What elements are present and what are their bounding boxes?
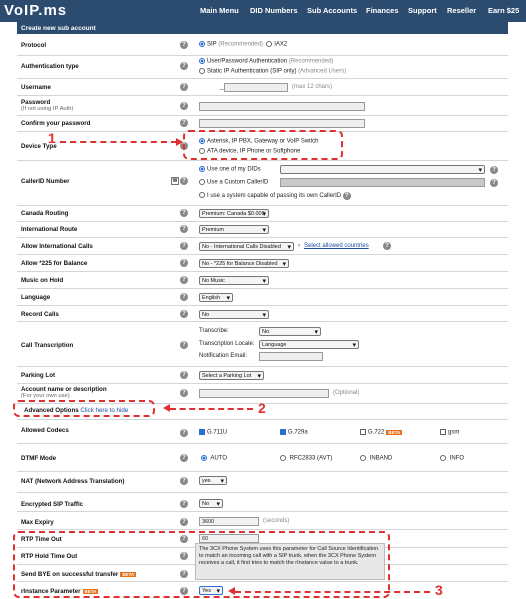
dtmf-label: DTMF Mode [21,455,57,462]
parking-label: Parking Lot [21,372,56,379]
help-icon[interactable]: ? [180,276,188,284]
account-name-input[interactable] [199,389,329,398]
moh-label: Music on Hold [21,277,64,284]
codecs-label: Allowed Codecs [21,427,69,434]
callerid-option-custom[interactable]: Use a Custom CallerID [199,179,268,186]
username-prefix: _ [220,84,224,90]
max-expiry-input[interactable]: 3600 [199,517,259,526]
help-icon[interactable]: ? [180,119,188,127]
callerid-custom-input[interactable] [280,178,485,187]
callerid-did-select[interactable] [280,165,485,174]
dtmf-inband[interactable]: INBAND [360,455,392,462]
dtmf-auto[interactable]: AUTO [201,455,227,462]
rtp-hold-label: RTP Hold Time Out [21,553,78,560]
help-icon[interactable]: ? [180,209,188,217]
rtp-timeout-label: RTP Time Out [21,536,62,543]
annotation-box-rinstance [13,531,390,598]
row-divider [17,78,508,79]
help-icon[interactable]: ? [180,142,188,150]
device-option-pbx[interactable]: Asterisk, IP PBX, Gateway or VoIP Switch [199,138,319,145]
row-divider [17,366,508,367]
nav-sub-accounts[interactable]: Sub Accounts [307,6,358,15]
advanced-options-label: Advanced Options Click here to hide [24,407,129,414]
auth-label: Authentication type [21,63,79,70]
help-icon[interactable]: ? [180,518,188,526]
codec-g722[interactable]: G.722 BETA [360,429,402,436]
form-title: Create new sub account [17,22,508,34]
protocol-label: Protocol [21,42,47,49]
annotation-arrow-2 [170,408,253,410]
device-type-label: Device Type [21,143,57,150]
help-icon[interactable]: ? [180,389,188,397]
language-select[interactable]: English ▾ [199,293,233,302]
help-icon[interactable]: ? [180,83,188,91]
callerid-option-did[interactable]: Use one of my DIDs [199,166,261,173]
help-icon[interactable]: ? [180,500,188,508]
notification-email-input[interactable] [259,352,323,361]
row-divider [17,221,508,222]
rtp-timeout-input[interactable]: 60 [199,534,259,543]
row-divider [17,511,508,512]
row-divider [17,305,508,306]
allow-intl-select[interactable]: No - International Calls Disabled ▾ [199,242,294,251]
nat-label: NAT (Network Address Translation) [21,478,125,485]
username-hint: (max 12 chars) [292,84,333,90]
balance-label: Allow *225 for Balance [21,260,88,267]
canada-routing-label: Canada Routing [21,210,69,217]
annotation-box-device-type [183,130,343,160]
nav-did-numbers[interactable]: DID Numbers [250,6,298,15]
confirm-password-label: Confirm your password [21,120,91,127]
annotation-number-3: 3 [435,582,443,598]
help-icon[interactable]: ? [180,62,188,70]
dtmf-info[interactable]: INFO [440,455,464,462]
nat-select[interactable]: yes ▾ [199,476,227,485]
advanced-hide-link[interactable]: Click here to hide [80,407,129,414]
password-input[interactable] [199,102,365,111]
max-expiry-label: Max Expiry [21,519,54,526]
help-icon[interactable]: ? [180,341,188,349]
row-divider [17,271,508,272]
srtp-label: Encrypted SIP Traffic [21,501,84,508]
help-icon[interactable]: ? [180,429,188,437]
nav-main-menu[interactable]: Main Menu [200,6,239,15]
srtp-select[interactable]: No ▾ [199,499,223,508]
help-icon[interactable]: ? [180,259,188,267]
row-divider [17,383,508,384]
nav-support[interactable]: Support [408,6,437,15]
rinstance-select[interactable]: Yes ▾ [199,586,223,595]
row-divider [17,254,508,255]
send-bye-label: Send BYE on successful transfer BETA [21,571,135,578]
account-name-label: Account name or description (For your own use) [21,386,107,399]
help-icon[interactable]: ? [180,587,188,595]
transcription-label: Call Transcription [21,342,74,349]
annotation-number-2: 2 [258,400,266,416]
nav-finances[interactable]: Finances [366,6,399,15]
row-divider [17,115,508,116]
help-icon[interactable]: ? [180,535,188,543]
help-icon[interactable]: ? [180,477,188,485]
transcription-locale-label: Transcription Locale: [199,341,255,347]
annotation-arrowhead-2 [163,404,170,412]
codec-g729a[interactable]: G.729a [280,429,308,436]
row-divider [17,205,508,206]
help-icon[interactable]: ? [180,310,188,318]
parking-select[interactable]: Select a Parking Lot ▾ [199,371,264,380]
confirm-password-input[interactable] [199,119,365,128]
row-divider [17,492,508,493]
account-name-hint: (Optional) [333,390,360,396]
annotation-arrow-1 [60,141,177,143]
help-icon[interactable]: ? [180,570,188,578]
row-divider [17,419,508,420]
help-icon[interactable]: ? [180,102,188,110]
callerid-option-system[interactable]: I use a system capable of passing its own CallerID ? [199,192,351,200]
record-calls-select[interactable]: No ▾ [199,310,269,319]
protocol-sip-radio[interactable] [199,41,205,47]
row-divider [17,471,508,472]
help-icon[interactable]: ? [180,242,188,250]
annotation-arrowhead-3 [228,587,235,595]
row-divider [17,95,508,96]
balance-select[interactable]: No - *225 for Balance Disabled ▾ [199,259,289,268]
protocol-options: SIP (Recommended) IAX2 [199,41,287,48]
codec-g711u[interactable]: G.711U [199,429,227,436]
notification-email-label: Notification Email: [199,353,248,359]
callerid-label: CallerID Number [21,178,70,185]
auth-option-userpass[interactable]: User/Password Authentication (Recommended) [199,58,333,65]
rinstance-label: rInstance Parameter BETA [21,588,97,595]
nav-reseller[interactable]: Reseller [447,6,477,15]
dtmf-rfc2833[interactable]: RFC2833 (AVT) [280,455,332,462]
annotation-number-1: 1 [48,130,56,146]
help-icon[interactable]: ? [383,242,391,250]
canada-routing-select[interactable]: Premium: Canada $0.009 ▾ [199,209,269,218]
row-divider [17,443,508,444]
help-icon[interactable]: ? [180,371,188,379]
transcription-locale-select[interactable]: Language ▾ [259,340,359,349]
codec-gsm[interactable]: gsm [440,429,459,436]
row-divider [17,321,508,322]
moh-select[interactable]: No Music ▾ [199,276,269,285]
password-label: Password (If not using IP Auth) [21,99,74,112]
language-label: Language [21,294,51,301]
max-expiry-hint: (seconds) [263,518,290,524]
nav-earn[interactable]: Earn $25 [488,6,520,15]
help-icon[interactable]: ? [180,177,188,185]
intl-route-select[interactable]: Premium ▾ [199,225,269,234]
username-label: Username [21,84,51,91]
voipms-logo[interactable]: VoIP.ms [4,2,68,19]
help-icon[interactable]: ? [180,225,188,233]
callerid-w-badge[interactable]: W [172,178,178,184]
row-divider [17,55,508,56]
help-icon[interactable]: ? [180,293,188,301]
allow-intl-label: Allow International Calls [21,243,93,250]
transcribe-label: Transcribe: [199,328,229,334]
row-divider [17,160,508,161]
row-divider [17,288,508,289]
annotation-arrow-3 [235,591,430,593]
help-icon[interactable]: ? [490,166,498,174]
rinstance-tooltip: The 3CX Phone System uses this parameter for Call Source Identification to match an incoming call with a SIP trunk, when the 3CX Phone System receives a call, it first tries to match the rInstance value to a trunk. [195,543,385,580]
transcribe-select[interactable]: No ▾ [259,327,321,336]
help-icon[interactable]: ? [180,41,188,49]
help-icon[interactable]: ? [180,552,188,560]
help-icon[interactable]: ? [490,179,498,187]
row-divider [17,237,508,238]
protocol-iax2-radio[interactable] [266,41,272,47]
select-countries-link[interactable]: Select allowed countries [304,243,369,249]
annotation-box-advanced [13,400,155,417]
row-divider [17,529,508,530]
annotation-arrowhead-1 [176,138,183,146]
intl-route-label: International Route [21,226,78,233]
link-separator: › [298,243,300,249]
help-icon[interactable]: ? [180,454,188,462]
username-input[interactable] [224,83,288,92]
device-option-ata[interactable]: ATA device, IP Phone or Softphone [199,148,300,155]
record-calls-label: Record Calls [21,311,59,318]
auth-option-staticip[interactable]: Static IP Authentication (SIP only) (Advanced Users) [199,68,346,75]
